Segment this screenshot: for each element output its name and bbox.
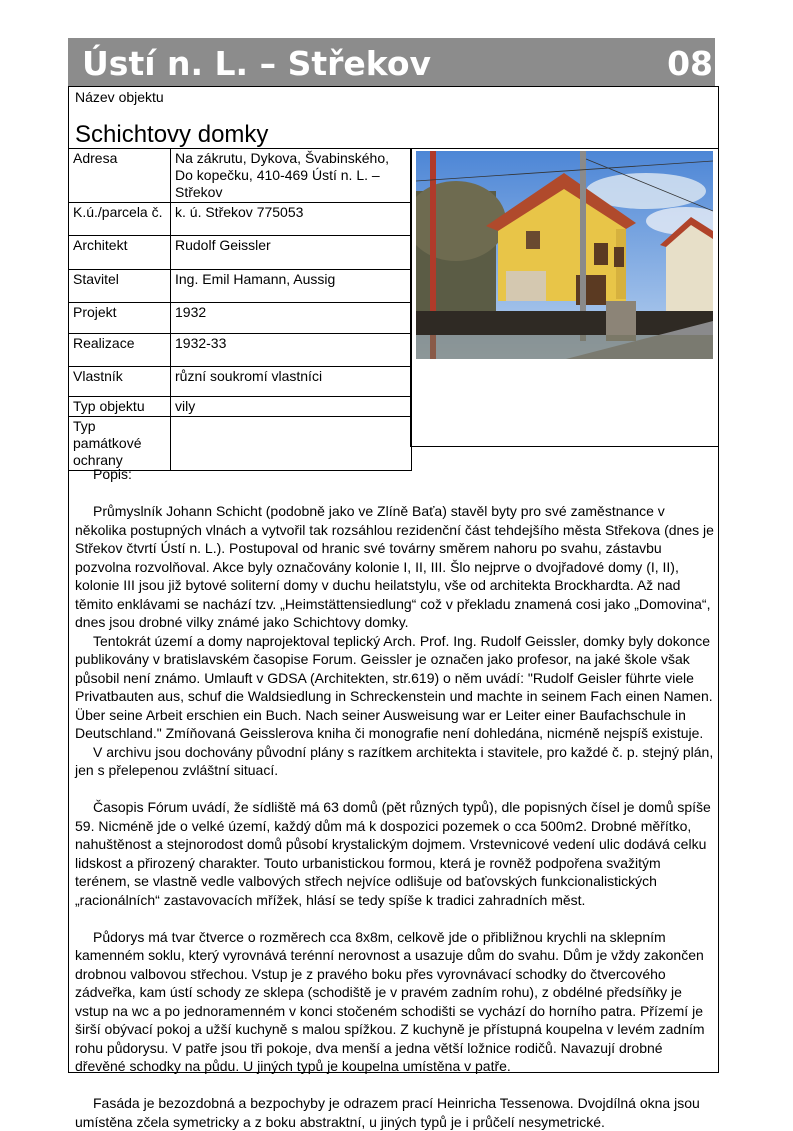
info-value: vily	[171, 397, 412, 417]
description	[75, 465, 715, 1131]
info-row-object-type	[69, 397, 412, 417]
description-paragraph: Půdorys má tvar čtverce o rozměrech cca 8x8m, celkově jde o přibližnou krychli na sklepním kamenném soklu, který vyrovnává terénní nerovnost a usazuje dům do svahu. Dům je vždy zakončen drobnou valbovou střechou. Vstup je z pravého boku přes vyrovnávací schodky do čtvercového zádveřka, kam ústí schody ze sklepa (schodiště je v pravém zadním rohu), z obdélné předsíňky je vstup na wc a po jednoramenném v konci stočeném schodišti se vychází do horního patra. Přízemí je širší obývací pokoj a užší kuchyně s malou spížkou. Z kuchyně je přístupná koupelna v levém zadním rohu půdorysu. V patře jsou tři pokoje, dva menší a jedna větší ložnice rodičů. Navazují drobné dřevěné schodky na půdu. U jiných typů je koupelna umístěna v patře.	[75, 928, 705, 1074]
description-paragraph: Časopis Fórum uvádí, že sídliště má 63 domů (pět různých typů), dle popisných čísel je domů spíše 59. Nicméně jde o velké území, každý dům má k dospozici pozemek o cca 500m2. Drobné měřítko, nahuštěnost a stejnorodost domů působí krystalickým dojmem. Vrstevnicové vedení ulic dodává celku lidskost a přirozený charakter. Touto urbanistickou formou, která je rovněž podpořena svažitým terénem, se vlastně vedle valbových střech nejvíce odlišuje od baťovských funkcionalistických „racionálních“ zastavovacích mřížek, hlásí se tedy spíše k tradici zahradních měst.	[75, 799, 711, 908]
info-row-realization	[69, 334, 412, 367]
info-value: k. ú. Střekov 775053	[171, 203, 412, 236]
info-row-protection-type	[69, 417, 412, 471]
info-value: různí soukromí vlastníci	[171, 367, 412, 397]
info-row-builder	[69, 270, 412, 303]
description-paragraph: Fasáda je bezozdobná a bezpochyby je odrazem prací Heinricha Tessenowa. Dvojdílná okna jsou umístěna zčela symetricky a z boku abstraktní, u jiných typů je i průčelí nesymetrické.	[75, 1095, 700, 1130]
info-label: Projekt	[69, 303, 171, 334]
info-value: 1932	[171, 303, 412, 334]
info-label: Architekt	[69, 236, 171, 270]
info-label: Realizace	[69, 334, 171, 367]
info-label: Adresa	[69, 149, 171, 203]
info-row-parcel	[69, 203, 412, 236]
house-photo	[416, 151, 713, 359]
info-row-architect	[69, 236, 412, 270]
object-name-box	[69, 87, 718, 149]
info-row-address	[69, 149, 412, 203]
object-name-label: Název objektu	[75, 89, 164, 105]
record-sheet	[68, 86, 719, 1130]
info-table	[69, 149, 412, 471]
description-paragraph: V archivu jsou dochovány původní plány s razítkem architekta i stavitele, pro každé č. p. stejný plán, jen s přelepenou zvláštní situací.	[75, 743, 714, 778]
info-row-project	[69, 303, 412, 334]
spacer	[75, 909, 715, 928]
description-paragraph: Tentokrát území a domy naprojektoval teplický Arch. Prof. Ing. Rudolf Geissler, domky byly dokonce publikovány v bratislavském časopise Forum. Geissler je označen jako profesor, na jaké škole však působil není známo. Umlauft v GDSA (Architekten, str.619) o něm uvádí: "Rudolf Geisler führte viele Privatbauten aus, schuf die Waldsiedlung in Schreckenstein und machte in seinem Fach einen Namen. Über seine Arbeit erschien ein Buch. Nach seiner Ausweisung war er Leiter einer Baufachschule in Deutschland." Zmíňovaná Geisslerova kniha či monografie není dohledána, nicméně nejspíš existuje.	[75, 632, 713, 741]
page-header	[68, 38, 715, 86]
page-title: Ústí n. L. – Střekov	[82, 44, 432, 83]
description-paragraph: Průmyslník Johann Schicht (podobně jako ve Zlíně Baťa) stavěl byty pro své zaměstnance v několika postupných vlnách a vytvořil tak rozsáhlou rezidenční část tehdejšího města Střekova (dnes je Střekov čtvrtí Ústí n. L.). Postupoval od hranic své továrny směrem nahoru po svahu, zástavbu pozvolna rozvolňoval. Akce byly označovány kolonie I, II, III. Šlo nejprve o dvojřadové domy (I, II), kolonie III jsou již bytové soliterní domy v duchu heilatstylu, vše od architekta Brockhardta. Až nad těmito enklávami se nachází tzv. „Heimstättensiedlung“ což v překladu znamená cosi jako „Domovina“, dnes jsou drobné vilky známé jako Schichtovy domky.	[75, 503, 714, 630]
info-value: Rudolf Geissler	[171, 236, 412, 270]
object-name-value: Schichtovy domky	[75, 121, 269, 148]
spacer	[75, 1076, 715, 1095]
info-value: Na zákrutu, Dykova, Švabinského, Do kopečku, 410-469 Ústí n. L. – Střekov	[171, 149, 412, 203]
info-row-owner	[69, 367, 412, 397]
info-label: K.ú./parcela č.	[69, 203, 171, 236]
info-value: 1932-33	[171, 334, 412, 367]
info-label: Typ objektu	[69, 397, 171, 417]
spacer	[75, 780, 715, 799]
info-label: Typ památkové ochrany	[69, 417, 171, 471]
info-value: Ing. Emil Hamann, Aussig	[171, 270, 412, 303]
info-value	[171, 417, 412, 471]
spacer	[75, 484, 715, 503]
description-heading: Popis:	[93, 466, 132, 482]
page-number: 08	[667, 44, 713, 83]
info-label: Stavitel	[69, 270, 171, 303]
info-label: Vlastník	[69, 367, 171, 397]
photo-cell	[410, 149, 718, 447]
